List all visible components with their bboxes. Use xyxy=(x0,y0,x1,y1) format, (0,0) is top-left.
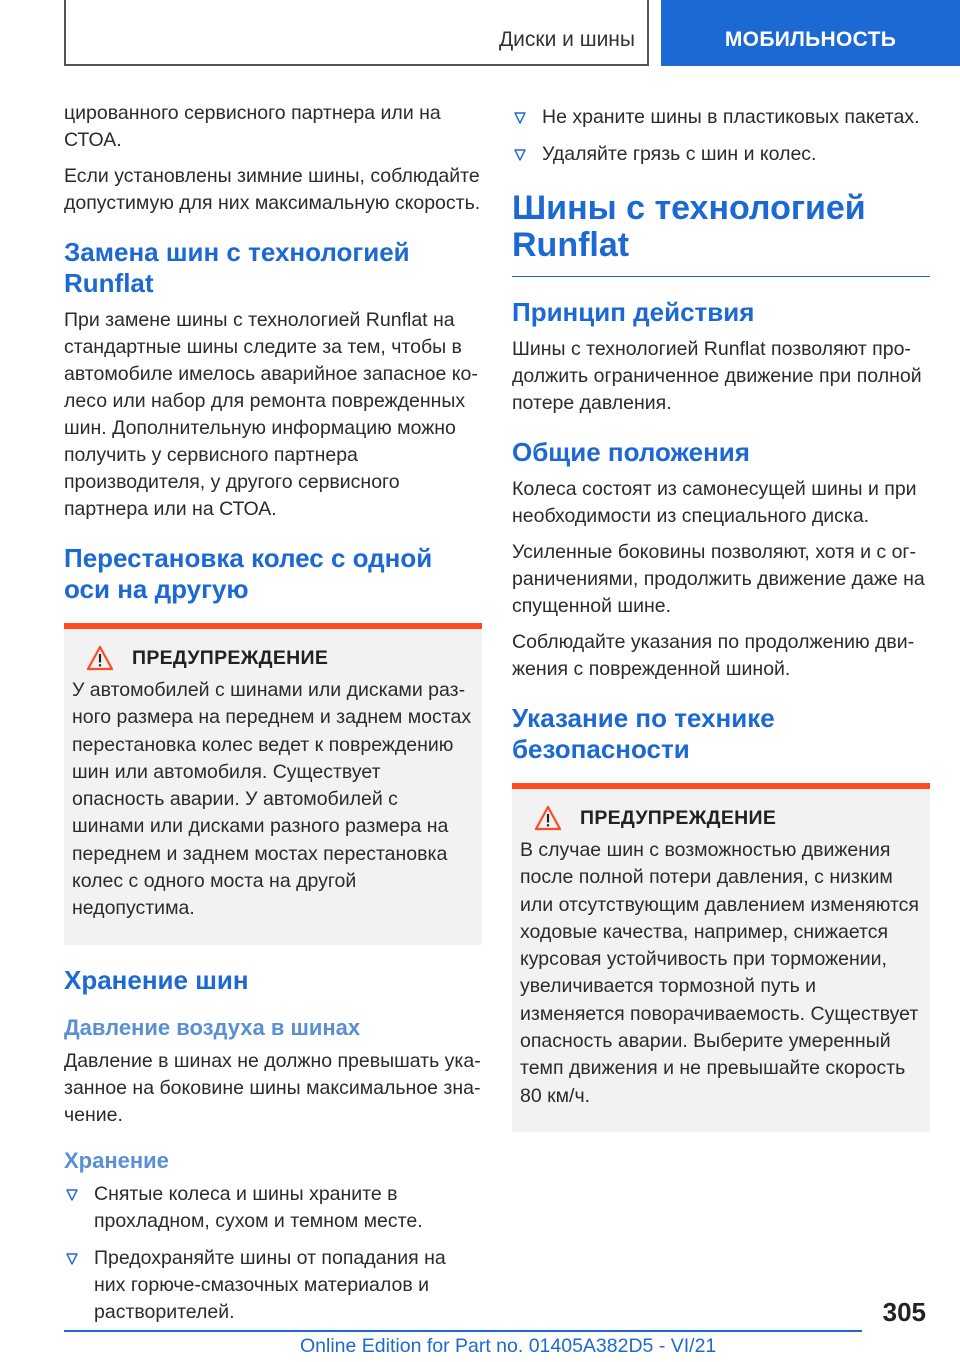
edition-info: Online Edition for Part no. 01405A382D5 - VI/21 xyxy=(300,1335,717,1357)
storage-list-continued xyxy=(512,104,930,168)
list-item-text: Не храните шины в пластиковых пакетах. xyxy=(542,106,920,128)
storage-list xyxy=(64,1181,482,1326)
heading-rule xyxy=(512,276,930,277)
header-chapter-title: МОБИЛЬНОСТЬ xyxy=(724,28,897,51)
list-item xyxy=(64,1181,482,1235)
heading-principle: Принцип действия xyxy=(512,297,755,327)
warning-title: ПРЕДУПРЕЖДЕНИЕ xyxy=(132,646,329,669)
warning-text: В случае шин с возможностью движения после полной потери давления, с низким или отсутствующим давлением изменяются ходовые качества, например, снижается курсовая устойчивость при торможении, увеличивается тормозной путь и изменяется поворачиваемость. Существует опасность аварии. Выберите умеренный темп движения и не превышайте скорость 80 км/ч. xyxy=(520,839,919,1107)
subheading-tire-pressure: Давление воздуха в шинах xyxy=(64,1014,361,1040)
list-item-text: Удаляйте грязь с шин и колес. xyxy=(542,143,817,165)
triangle-bullet-icon xyxy=(66,1253,78,1265)
intro-paragraph-1: цированного сервисного партнера или на СТОА. xyxy=(64,102,441,151)
heading-tire-storage: Хранение шин xyxy=(64,964,249,995)
tire-pressure-paragraph: Давление в шинах не должно превышать указанное на боковине шины максимальное значение. xyxy=(64,1049,481,1126)
list-item xyxy=(512,141,930,168)
heading-safety: Указание по технике безопасности xyxy=(512,703,775,764)
heading-wheel-swap: Перестановка колес с одной оси на другую xyxy=(64,543,433,604)
page-number: 305 xyxy=(882,1297,926,1327)
subheading-storing: Хранение xyxy=(64,1147,169,1173)
general-paragraph-2: Усиленные боковины позволяют, хотя и с ограничениями, продолжить движение даже на спущенной шине. xyxy=(512,541,925,617)
header-section-tab xyxy=(64,0,649,66)
triangle-bullet-icon xyxy=(514,112,526,124)
right-column xyxy=(512,100,930,1152)
chapter-heading-runflat: Шины с технологией Runflat xyxy=(512,189,866,264)
left-column xyxy=(64,100,482,1336)
intro-paragraph-2: Если установлены зимние шины, соблюдайте допустимую для них максимальную скорость. xyxy=(64,165,481,214)
warning-text: У автомобилей с шинами или дисками разного размера на переднем и заднем мостах перестановка колес ведет к повреждению шин или автомобиля. Существует опасность аварии. У автомобилей с шинами или дисками разного размера на переднем и заднем мостах перестановка колес с одного моста на другой недопустима. xyxy=(72,679,472,920)
principle-paragraph: Шины с технологией Runflat позволяют продолжить ограниченное движение при полной потере давления. xyxy=(512,338,922,414)
general-paragraph-3: Соблюдайте указания по продолжению движения с поврежденной шиной. xyxy=(512,631,915,680)
warning-header xyxy=(534,805,920,831)
list-item xyxy=(64,1245,482,1326)
warning-header xyxy=(86,645,472,671)
heading-runflat-change: Замена шин с технологией Runflat xyxy=(64,237,410,298)
header-section-title: Диски и шины xyxy=(498,28,635,51)
runflat-change-paragraph: При замене шины с технологией Runflat на стандартные шины следите за тем, чтобы в автомобиле имелось аварийное запасное колесо или набор для ремонта поврежденных шин. Дополнительную информацию можно получить у сервисного партнера производителя, у другого сервисного партнера или на СТОА. xyxy=(64,309,478,520)
triangle-bullet-icon xyxy=(514,149,526,161)
warning-title: ПРЕДУПРЕЖДЕНИЕ xyxy=(580,806,777,829)
footer-rule xyxy=(64,1330,862,1332)
general-paragraph-1: Колеса состоят из самонесущей шины и при необходимости из специального диска. xyxy=(512,478,917,527)
header-chapter-tab xyxy=(661,0,960,66)
triangle-bullet-icon xyxy=(66,1189,78,1201)
list-item-text: Предохраняйте шины от попадания на них горюче-смазочных материалов и растворителей. xyxy=(94,1246,446,1323)
heading-general: Общие положения xyxy=(512,437,750,467)
warning-triangle-icon xyxy=(86,645,114,671)
warning-triangle-icon xyxy=(534,805,562,831)
warning-box-safety xyxy=(512,783,930,1132)
list-item-text: Снятые колеса и шины храните в прохладном, сухом и темном месте. xyxy=(94,1182,423,1232)
warning-box-wheel-swap xyxy=(64,623,482,945)
list-item xyxy=(512,104,930,131)
